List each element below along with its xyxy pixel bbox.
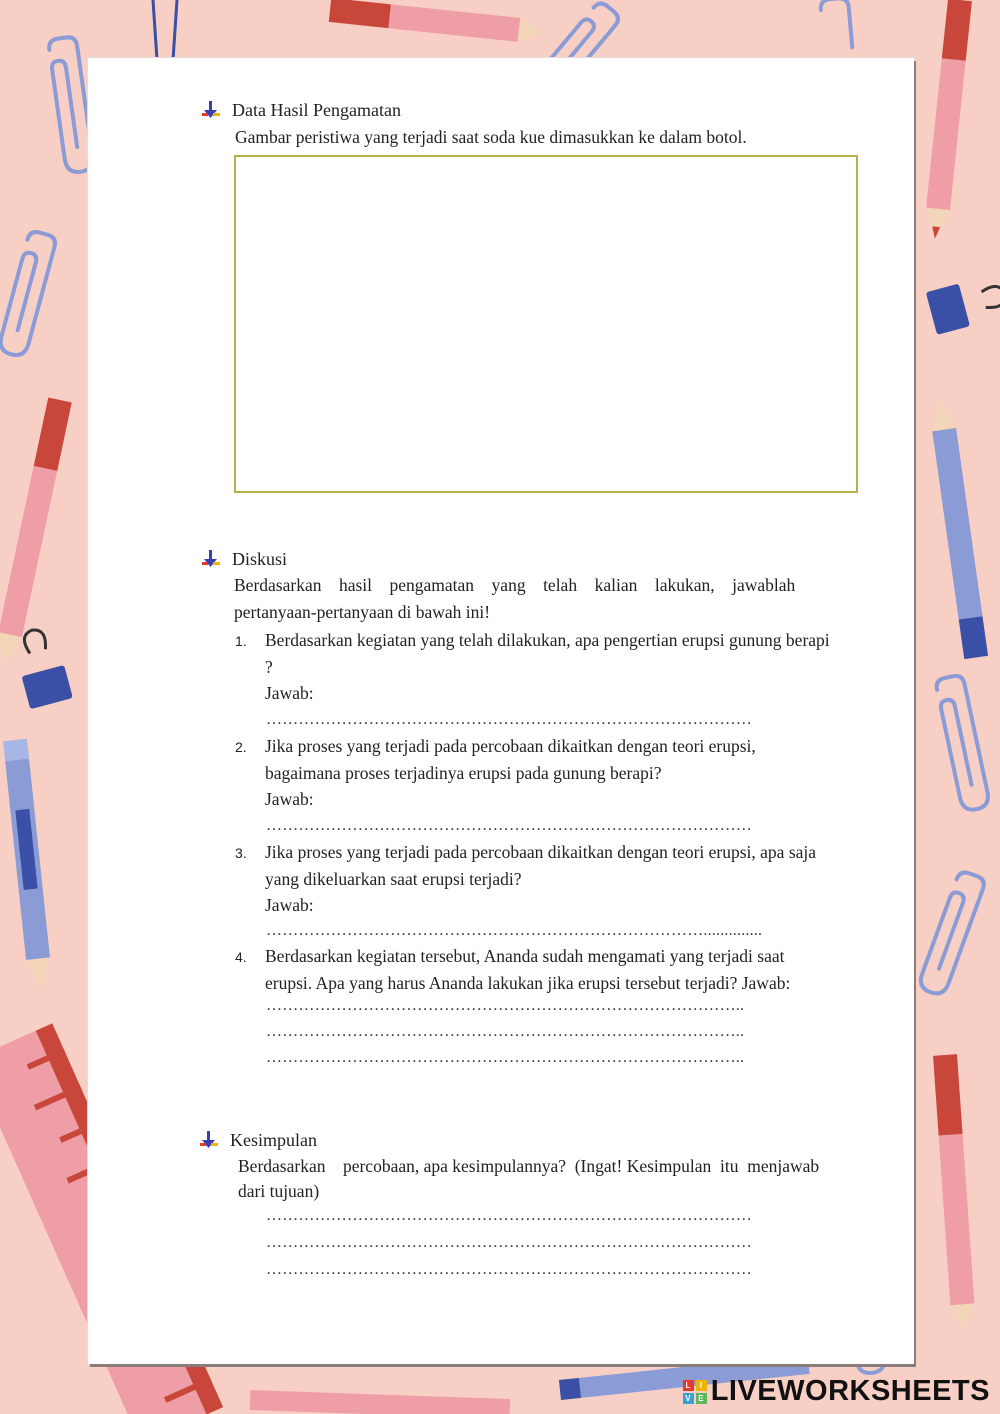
paperclip-icon — [820, 0, 852, 50]
liveworksheets-logo-mark — [683, 1380, 707, 1404]
arrow-bullet-icon — [202, 550, 220, 568]
section-heading-kesimpulan — [200, 1129, 317, 1151]
paperclip-icon — [917, 870, 986, 997]
paperclip-icon — [0, 230, 57, 358]
liveworksheets-logo[interactable] — [683, 1375, 990, 1408]
section-heading-data-hasil — [202, 99, 401, 121]
conclusion-input-line-1[interactable]: ……………………………………………………………………………… — [266, 1207, 752, 1224]
logo-mark-letter: L — [683, 1380, 694, 1391]
answer-input-line-q4-1[interactable]: …………………………………………………………………………….. — [266, 997, 745, 1014]
conclusion-input-line-2[interactable]: ……………………………………………………………………………… — [266, 1234, 752, 1251]
logo-mark-letter: E — [696, 1393, 707, 1404]
question-1 — [235, 627, 915, 707]
arrow-bullet-icon — [200, 1131, 218, 1149]
answer-label: Jawab: — [265, 789, 314, 809]
question-text-line-2: bagaimana proses terjadinya erupsi pada gunung berapi? — [265, 762, 662, 783]
question-number: 3. — [235, 845, 247, 861]
pencil-icon — [923, 0, 972, 240]
pencil-icon — [329, 0, 545, 44]
question-text-line-1: Berdasarkan kegiatan yang telah dilakukan, apa pengertian erupsi gunung berapi — [265, 630, 830, 650]
kesimpulan-question-line-1: Berdasarkan percobaan, apa kesimpulannya? (Ingat! Kesimpulan itu menjawab — [238, 1156, 820, 1176]
paperclip-icon — [935, 674, 990, 812]
question-text-line-2: ? — [265, 656, 273, 677]
answer-label: Jawab: — [265, 895, 314, 915]
answer-label: Jawab: — [265, 683, 314, 703]
logo-text: LIVEWORKSHEETS — [710, 1375, 990, 1407]
data-hasil-instruction: Gambar peristiwa yang terjadi saat soda kue dimasukkan ke dalam botol. — [235, 127, 747, 147]
section-title: Data Hasil Pengamatan — [232, 100, 401, 120]
question-text-line-1: Jika proses yang terjadi pada percobaan dikaitkan dengan teori erupsi, apa saja — [265, 842, 817, 862]
pencil-icon — [933, 1054, 976, 1330]
question-4 — [235, 943, 905, 996]
question-number: 2. — [235, 739, 247, 755]
question-text-line-2: erupsi. Apa yang harus Ananda lakukan jika erupsi tersebut terjadi? Jawab: — [265, 972, 791, 993]
question-text-line-2: yang dikeluarkan saat erupsi terjadi? — [265, 868, 522, 889]
answer-input-line-q3[interactable]: ……………………………………………………………………….............. — [266, 922, 763, 939]
conclusion-input-line-3[interactable]: ……………………………………………………………………………… — [266, 1261, 752, 1278]
pencil-icon — [928, 398, 988, 659]
drawing-answer-box[interactable] — [234, 155, 858, 493]
diskusi-intro-line-1: Berdasarkan hasil pengamatan yang telah kalian lakukan, jawablah — [234, 575, 796, 595]
pencil-icon — [0, 398, 72, 667]
logo-mark-letter: I — [696, 1380, 707, 1391]
logo-mark-letter: V — [683, 1393, 694, 1404]
question-number: 4. — [235, 949, 247, 965]
question-2 — [235, 733, 885, 813]
question-number: 1. — [235, 633, 247, 649]
question-3 — [235, 839, 905, 919]
answer-input-line-q4-3[interactable]: …………………………………………………………………………….. — [266, 1049, 745, 1066]
answer-input-line-q2[interactable]: ……………………………………………………………………………… — [266, 817, 752, 834]
section-title: Diskusi — [232, 549, 288, 569]
section-heading-diskusi — [202, 548, 287, 570]
diskusi-intro-line-2: pertanyaan-pertanyaan di bawah ini! — [234, 602, 491, 622]
section-title: Kesimpulan — [230, 1130, 317, 1150]
binder-clip-icon — [926, 273, 1000, 335]
question-text-line-1: Berdasarkan kegiatan tersebut, Ananda sudah mengamati yang terjadi saat — [265, 946, 785, 966]
question-text-line-1: Jika proses yang terjadi pada percobaan dikaitkan dengan teori erupsi, — [265, 736, 756, 756]
pencil-icon — [250, 1390, 511, 1414]
kesimpulan-question-line-2: dari tujuan) — [238, 1181, 320, 1201]
pencil-icon — [3, 739, 53, 990]
arrow-bullet-icon — [202, 101, 220, 119]
answer-input-line-q4-2[interactable]: …………………………………………………………………………….. — [266, 1023, 745, 1040]
answer-input-line-q1[interactable]: ……………………………………………………………………………… — [266, 711, 752, 728]
